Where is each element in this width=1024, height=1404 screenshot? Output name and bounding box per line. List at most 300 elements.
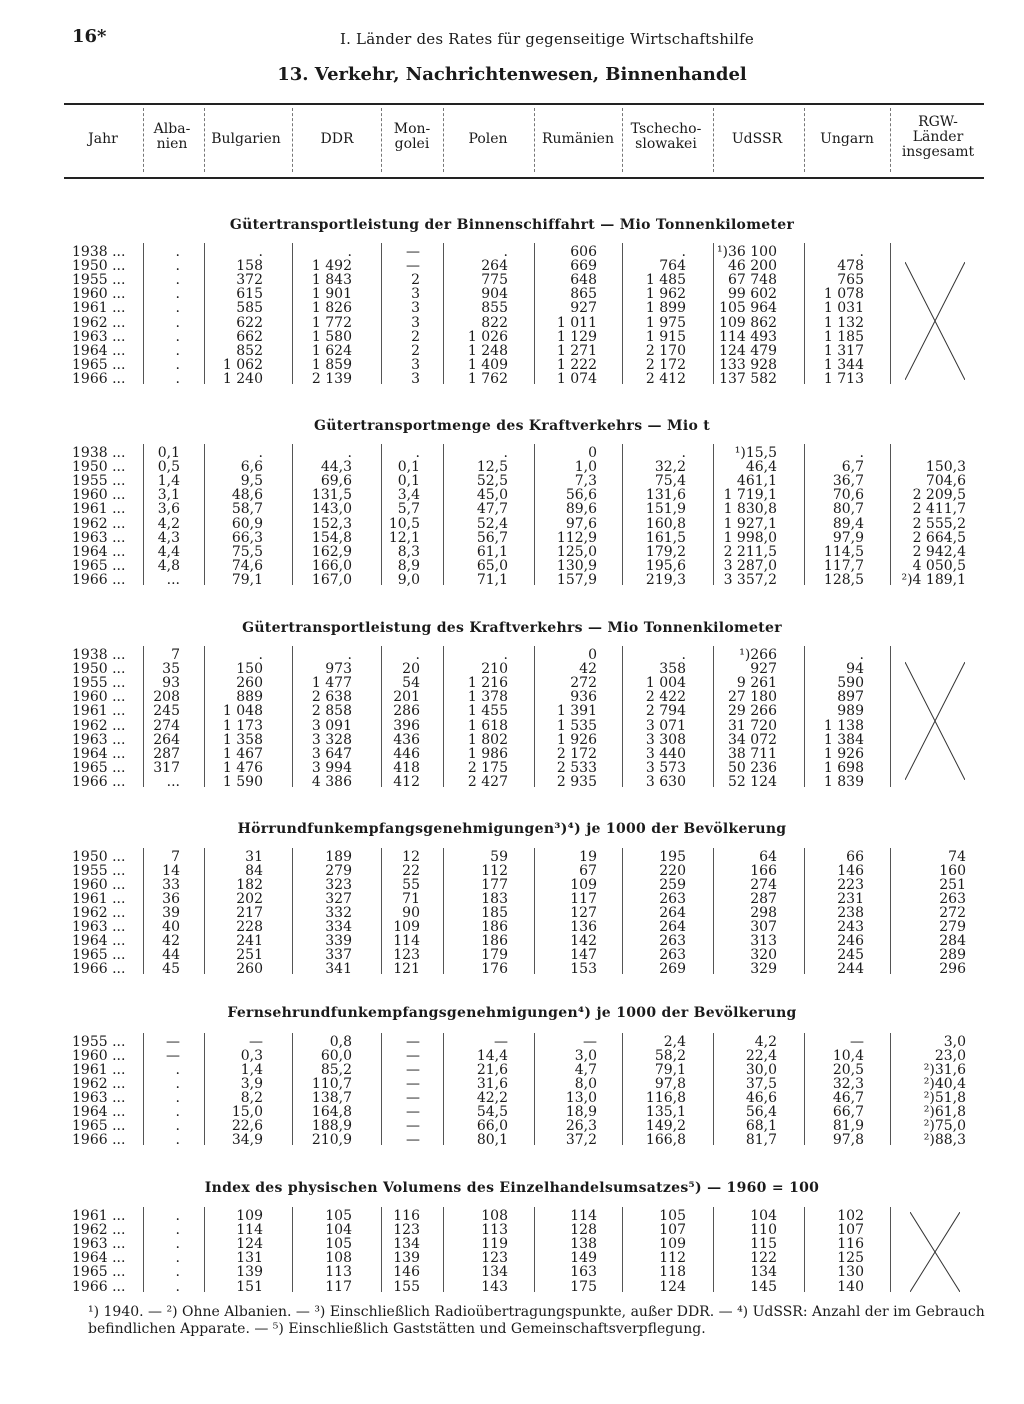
- table-cell: 114: [393, 933, 420, 949]
- table-cell: 272: [570, 675, 597, 692]
- table-cell: 245: [837, 947, 864, 963]
- table-cell: —: [406, 258, 420, 275]
- table-cell: .: [503, 244, 508, 260]
- table-cell: 2 664,5: [912, 529, 966, 546]
- block-title: Gütertransportmenge des Kraftverkehrs — Mio t: [313, 418, 711, 434]
- table-cell: 128: [570, 1222, 597, 1239]
- table-cell: 142: [570, 933, 597, 949]
- table-cell: 125,0: [556, 543, 597, 560]
- table-cell: 152,3: [311, 515, 352, 532]
- table-cell: 9,5: [240, 473, 263, 490]
- table-cell: 1 216: [467, 675, 508, 692]
- table-cell: 37,2: [565, 1132, 597, 1148]
- table-cell: 58,2: [654, 1048, 686, 1064]
- column-separator: [204, 243, 205, 384]
- table-cell: 1 222: [556, 356, 597, 373]
- table-cell: 1 048: [222, 703, 263, 720]
- column-separator: [204, 646, 205, 787]
- block-title: Hörrundfunkempfangsgenehmigungen³)⁴) je 1000 der Bevölkerung: [237, 821, 787, 837]
- table-cell: —: [406, 1118, 420, 1134]
- table-cell: 1 986: [467, 745, 508, 762]
- table-cell: 33: [162, 877, 180, 893]
- table-cell: .: [258, 445, 263, 461]
- table-cell: 3: [411, 356, 420, 373]
- table-cell: 3: [411, 286, 420, 303]
- table-cell: 1 762: [467, 370, 508, 387]
- column-separator: [292, 444, 293, 585]
- table-cell: 3 071: [645, 717, 686, 734]
- table-cell: 765: [837, 272, 864, 289]
- column-separator: [804, 1207, 805, 1292]
- table-cell: 71: [402, 891, 420, 907]
- row-year: 1961 ...: [72, 300, 126, 317]
- row-year: 1963 ...: [72, 919, 126, 935]
- table-cell: 243: [837, 919, 864, 935]
- table-cell: 1 074: [556, 370, 597, 387]
- table-cell: 140: [837, 1278, 864, 1295]
- table-cell: 2 175: [467, 759, 508, 776]
- table-cell: 927: [750, 661, 777, 678]
- column-separator: [804, 444, 805, 585]
- table-cell: 39: [162, 905, 180, 921]
- table-cell: .: [859, 244, 864, 260]
- table-cell: 195: [659, 849, 686, 865]
- table-cell: 2 170: [645, 342, 686, 359]
- column-separator: [204, 1207, 205, 1292]
- table-cell: 44,3: [320, 459, 352, 476]
- column-separator: [292, 243, 293, 384]
- row-year: 1962 ...: [72, 905, 126, 921]
- table-cell: 2 794: [645, 703, 686, 720]
- table-cell: 219,3: [645, 571, 686, 588]
- row-year: 1962 ...: [72, 314, 126, 331]
- table-cell: 109: [236, 1208, 263, 1224]
- table-cell: 1 901: [311, 286, 352, 303]
- table-cell: 124: [659, 1278, 686, 1295]
- table-cell: 764: [659, 258, 686, 275]
- table-cell: 1 384: [823, 731, 864, 748]
- column-header: Jahr: [88, 131, 118, 147]
- column-header: Alba- nien: [153, 121, 191, 152]
- header-column-separator: [534, 108, 535, 172]
- table-cell: 109 862: [719, 314, 777, 331]
- table-cell: —: [850, 1034, 864, 1050]
- table-cell: .: [415, 647, 420, 663]
- table-cell: 75,5: [231, 543, 263, 560]
- column-separator: [890, 1207, 891, 1292]
- table-cell: 1 248: [467, 342, 508, 359]
- column-separator: [381, 243, 382, 384]
- column-separator: [622, 848, 623, 974]
- table-cell: 131: [236, 1250, 263, 1267]
- table-cell: 114: [236, 1222, 263, 1239]
- table-cell: 1 129: [556, 328, 597, 345]
- table-cell: 446: [393, 745, 420, 762]
- table-cell: 134: [481, 1264, 508, 1281]
- table-cell: 116: [393, 1208, 420, 1224]
- table-cell: 3,4: [397, 487, 420, 504]
- table-cell: 163: [570, 1264, 597, 1281]
- table-cell: ...: [166, 773, 180, 790]
- column-separator: [534, 646, 535, 787]
- table-cell: 2 858: [311, 703, 352, 720]
- column-separator: [713, 444, 714, 585]
- table-cell: 85,2: [320, 1062, 352, 1078]
- table-cell: 1 391: [556, 703, 597, 720]
- table-cell: 3: [411, 370, 420, 387]
- table-cell: 2 209,5: [912, 487, 966, 504]
- table-cell: 329: [750, 961, 777, 977]
- table-cell: 251: [236, 947, 263, 963]
- column-separator: [204, 848, 205, 974]
- column-separator: [292, 848, 293, 974]
- block-title: Fernsehrundfunkempfangsgenehmigungen⁴) je 1000 der Bevölkerung: [227, 1005, 797, 1021]
- table-cell: 104: [750, 1208, 777, 1224]
- table-cell: 2 935: [556, 773, 597, 790]
- table-cell: 3 573: [645, 759, 686, 776]
- table-cell: ¹)36 100: [716, 244, 777, 260]
- table-cell: ²)51,8: [923, 1090, 966, 1106]
- table-cell: .: [347, 244, 352, 260]
- table-cell: 143: [481, 1278, 508, 1295]
- table-cell: 131,5: [311, 487, 352, 504]
- table-cell: 260: [236, 675, 263, 692]
- table-cell: 223: [837, 877, 864, 893]
- column-separator: [143, 1207, 144, 1292]
- table-cell: 1 772: [311, 314, 352, 331]
- table-cell: 116,8: [645, 1090, 686, 1106]
- table-cell: 147: [570, 947, 597, 963]
- table-cell: 105: [325, 1208, 352, 1224]
- table-cell: 3,0: [574, 1048, 597, 1064]
- table-cell: 412: [393, 773, 420, 790]
- table-cell: 8,0: [574, 1076, 597, 1092]
- table-cell: 66: [846, 849, 864, 865]
- table-cell: 2 422: [645, 689, 686, 706]
- table-cell: 149: [570, 1250, 597, 1267]
- table-cell: 1 859: [311, 356, 352, 373]
- table-cell: 2 172: [645, 356, 686, 373]
- table-cell: 81,9: [832, 1118, 864, 1134]
- block-title: Gütertransportleistung des Kraftverkehrs — Mio Tonnenkilometer: [242, 620, 782, 636]
- table-cell: 155: [393, 1278, 420, 1295]
- table-cell: .: [175, 1062, 180, 1078]
- table-cell: 123: [393, 947, 420, 963]
- table-cell: 12,1: [388, 529, 420, 546]
- table-cell: 1,4: [240, 1062, 263, 1078]
- table-cell: 264: [659, 919, 686, 935]
- table-cell: 337: [325, 947, 352, 963]
- table-cell: 81,7: [745, 1132, 777, 1148]
- table-cell: 4 050,5: [912, 557, 966, 574]
- table-cell: 704,6: [925, 473, 966, 490]
- table-cell: .: [503, 647, 508, 663]
- table-cell: 1 409: [467, 356, 508, 373]
- table-cell: —: [406, 1048, 420, 1064]
- header-column-separator: [713, 108, 714, 172]
- table-cell: 64: [759, 849, 777, 865]
- table-cell: —: [406, 1132, 420, 1148]
- table-cell: —: [406, 1034, 420, 1050]
- running-head: I. Länder des Rates für gegenseitige Wirtschaftshilfe: [340, 30, 754, 48]
- table-cell: 3,1: [157, 487, 180, 504]
- table-cell: 4 386: [311, 773, 352, 790]
- table-cell: 323: [325, 877, 352, 893]
- table-cell: 143,0: [311, 501, 352, 518]
- table-cell: 231: [837, 891, 864, 907]
- table-cell: 927: [570, 300, 597, 317]
- row-year: 1964 ...: [72, 745, 126, 762]
- table-cell: 3 287,0: [723, 557, 777, 574]
- table-cell: 648: [570, 272, 597, 289]
- table-cell: 36,7: [832, 473, 864, 490]
- table-cell: 75,4: [654, 473, 686, 490]
- row-year: 1965 ...: [72, 947, 126, 963]
- table-cell: 264: [659, 905, 686, 921]
- table-cell: 61,1: [476, 543, 508, 560]
- table-cell: 1 026: [467, 328, 508, 345]
- row-year: 1950 ...: [72, 661, 126, 678]
- table-cell: 26,3: [565, 1118, 597, 1134]
- row-year: 1955 ...: [72, 863, 126, 879]
- column-separator: [143, 1033, 144, 1145]
- table-cell: 1 492: [311, 258, 352, 275]
- header-column-separator: [204, 108, 205, 172]
- table-cell: 4,3: [157, 529, 180, 546]
- row-year: 1962 ...: [72, 1076, 126, 1092]
- row-year: 1966 ...: [72, 961, 126, 977]
- not-applicable-cross-mark: [910, 1212, 960, 1292]
- column-separator: [890, 646, 891, 787]
- table-cell: 307: [750, 919, 777, 935]
- table-cell: .: [175, 314, 180, 331]
- table-cell: 157,9: [556, 571, 597, 588]
- table-cell: 3 630: [645, 773, 686, 790]
- table-cell: 35: [162, 661, 180, 678]
- block-title: Index des physischen Volumens des Einzelhandelsumsatzes⁵) — 1960 = 100: [204, 1180, 820, 1196]
- not-applicable-cross-mark: [905, 662, 965, 780]
- table-cell: 128,5: [823, 571, 864, 588]
- section-title: 13. Verkehr, Nachrichtenwesen, Binnenhandel: [277, 64, 747, 85]
- table-cell: 1 011: [556, 314, 597, 331]
- table-cell: 1 004: [645, 675, 686, 692]
- table-cell: 3,6: [157, 501, 180, 518]
- table-cell: 18,9: [565, 1104, 597, 1120]
- table-cell: 936: [570, 689, 597, 706]
- table-cell: 116: [837, 1236, 864, 1253]
- table-cell: 3 308: [645, 731, 686, 748]
- table-cell: 852: [236, 342, 263, 359]
- table-cell: 279: [939, 919, 966, 935]
- table-cell: 54: [402, 675, 420, 692]
- table-cell: .: [175, 1264, 180, 1281]
- table-cell: 65,0: [476, 557, 508, 574]
- header-column-separator: [804, 108, 805, 172]
- table-cell: 260: [236, 961, 263, 977]
- header-column-separator: [381, 108, 382, 172]
- column-separator: [622, 444, 623, 585]
- row-year: 1965 ...: [72, 1118, 126, 1134]
- column-separator: [622, 1207, 623, 1292]
- table-cell: 110,7: [311, 1076, 352, 1092]
- table-cell: 241: [236, 933, 263, 949]
- table-cell: 246: [837, 933, 864, 949]
- column-separator: [804, 646, 805, 787]
- column-separator: [381, 1033, 382, 1145]
- table-cell: 1 173: [222, 717, 263, 734]
- column-separator: [890, 1033, 891, 1145]
- column-separator: [804, 243, 805, 384]
- table-cell: .: [175, 1236, 180, 1253]
- table-cell: ²)88,3: [923, 1132, 966, 1148]
- table-cell: 2,4: [663, 1034, 686, 1050]
- table-cell: —: [494, 1034, 508, 1050]
- table-cell: 3 357,2: [723, 571, 777, 588]
- table-cell: 7: [171, 647, 180, 663]
- table-cell: 97,6: [565, 515, 597, 532]
- table-cell: 989: [837, 703, 864, 720]
- table-cell: 14,4: [476, 1048, 508, 1064]
- table-cell: 89,4: [832, 515, 864, 532]
- column-separator: [443, 1207, 444, 1292]
- table-cell: 22,4: [745, 1048, 777, 1064]
- table-cell: 123: [481, 1250, 508, 1267]
- table-cell: 296: [939, 961, 966, 977]
- row-year: 1938 ...: [72, 445, 126, 461]
- table-cell: 1 899: [645, 300, 686, 317]
- table-cell: 112: [659, 1250, 686, 1267]
- table-cell: 1 467: [222, 745, 263, 762]
- table-cell: .: [415, 445, 420, 461]
- table-cell: ¹)266: [739, 647, 777, 663]
- table-cell: .: [347, 647, 352, 663]
- table-cell: 228: [236, 919, 263, 935]
- table-cell: 160,8: [645, 515, 686, 532]
- table-cell: .: [175, 342, 180, 359]
- table-cell: 478: [837, 258, 864, 275]
- table-cell: 3 994: [311, 759, 352, 776]
- row-year: 1966 ...: [72, 1132, 126, 1148]
- table-cell: 341: [325, 961, 352, 977]
- table-cell: 1 713: [823, 370, 864, 387]
- table-cell: 107: [837, 1222, 864, 1239]
- table-cell: 822: [481, 314, 508, 331]
- row-year: 1950 ...: [72, 849, 126, 865]
- table-cell: 2: [411, 272, 420, 289]
- table-cell: 4,2: [157, 515, 180, 532]
- table-cell: 46,6: [745, 1090, 777, 1106]
- table-cell: 150: [236, 661, 263, 678]
- column-separator: [713, 646, 714, 787]
- table-cell: 74,6: [231, 557, 263, 574]
- table-cell: 3 440: [645, 745, 686, 762]
- table-cell: 154,8: [311, 529, 352, 546]
- table-cell: 69,6: [320, 473, 352, 490]
- table-cell: 97,8: [832, 1132, 864, 1148]
- column-separator: [534, 243, 535, 384]
- header-top-rule: [64, 103, 984, 105]
- table-cell: 21,6: [476, 1062, 508, 1078]
- column-separator: [534, 1033, 535, 1145]
- column-separator: [292, 646, 293, 787]
- table-cell: 31 720: [728, 717, 777, 734]
- column-separator: [381, 444, 382, 585]
- row-year: 1961 ...: [72, 891, 126, 907]
- table-cell: 66,3: [231, 529, 263, 546]
- table-cell: 622: [236, 314, 263, 331]
- table-cell: 46 200: [728, 258, 777, 275]
- table-cell: 23,0: [934, 1048, 966, 1064]
- header-column-separator: [143, 108, 144, 172]
- table-cell: 1 580: [311, 328, 352, 345]
- table-cell: 145: [750, 1278, 777, 1295]
- table-cell: 217: [236, 905, 263, 921]
- table-cell: 50 236: [728, 759, 777, 776]
- table-cell: 585: [236, 300, 263, 317]
- table-cell: 1 962: [645, 286, 686, 303]
- table-cell: 45,0: [476, 487, 508, 504]
- table-cell: 904: [481, 286, 508, 303]
- table-cell: 865: [570, 286, 597, 303]
- table-cell: 1 271: [556, 342, 597, 359]
- table-cell: 2 411,7: [912, 501, 966, 518]
- table-cell: 34 072: [728, 731, 777, 748]
- table-cell: 137 582: [719, 370, 777, 387]
- table-cell: .: [175, 1118, 180, 1134]
- row-year: 1965 ...: [72, 1264, 126, 1281]
- table-cell: 2: [411, 328, 420, 345]
- table-cell: 160: [939, 863, 966, 879]
- table-cell: .: [258, 647, 263, 663]
- table-cell: 146: [393, 1264, 420, 1281]
- table-cell: 109: [570, 877, 597, 893]
- table-cell: .: [258, 244, 263, 260]
- table-cell: ²)31,6: [923, 1062, 966, 1078]
- table-cell: 117: [570, 891, 597, 907]
- table-cell: 55: [402, 877, 420, 893]
- table-cell: 20: [402, 661, 420, 678]
- table-cell: 1 698: [823, 759, 864, 776]
- table-cell: 176: [481, 961, 508, 977]
- table-cell: 161,5: [645, 529, 686, 546]
- table-cell: 202: [236, 891, 263, 907]
- table-cell: 662: [236, 328, 263, 345]
- column-separator: [143, 646, 144, 787]
- table-cell: 66,0: [476, 1118, 508, 1134]
- table-cell: 1 624: [311, 342, 352, 359]
- table-cell: 175: [570, 1278, 597, 1295]
- table-cell: 150,3: [925, 459, 966, 476]
- table-cell: 133 928: [719, 356, 777, 373]
- table-cell: 263: [659, 947, 686, 963]
- column-separator: [713, 848, 714, 974]
- table-cell: 146: [837, 863, 864, 879]
- column-separator: [381, 1207, 382, 1292]
- table-cell: 973: [325, 661, 352, 678]
- table-cell: 195,6: [645, 557, 686, 574]
- table-cell: .: [175, 258, 180, 275]
- table-cell: 130: [837, 1264, 864, 1281]
- table-cell: 1 240: [222, 370, 263, 387]
- table-cell: 274: [750, 877, 777, 893]
- column-separator: [381, 646, 382, 787]
- table-cell: 1 927,1: [723, 515, 777, 532]
- row-year: 1964 ...: [72, 933, 126, 949]
- table-cell: 1 830,8: [723, 501, 777, 518]
- table-cell: .: [175, 1104, 180, 1120]
- table-cell: 113: [481, 1222, 508, 1239]
- table-cell: 115: [750, 1236, 777, 1253]
